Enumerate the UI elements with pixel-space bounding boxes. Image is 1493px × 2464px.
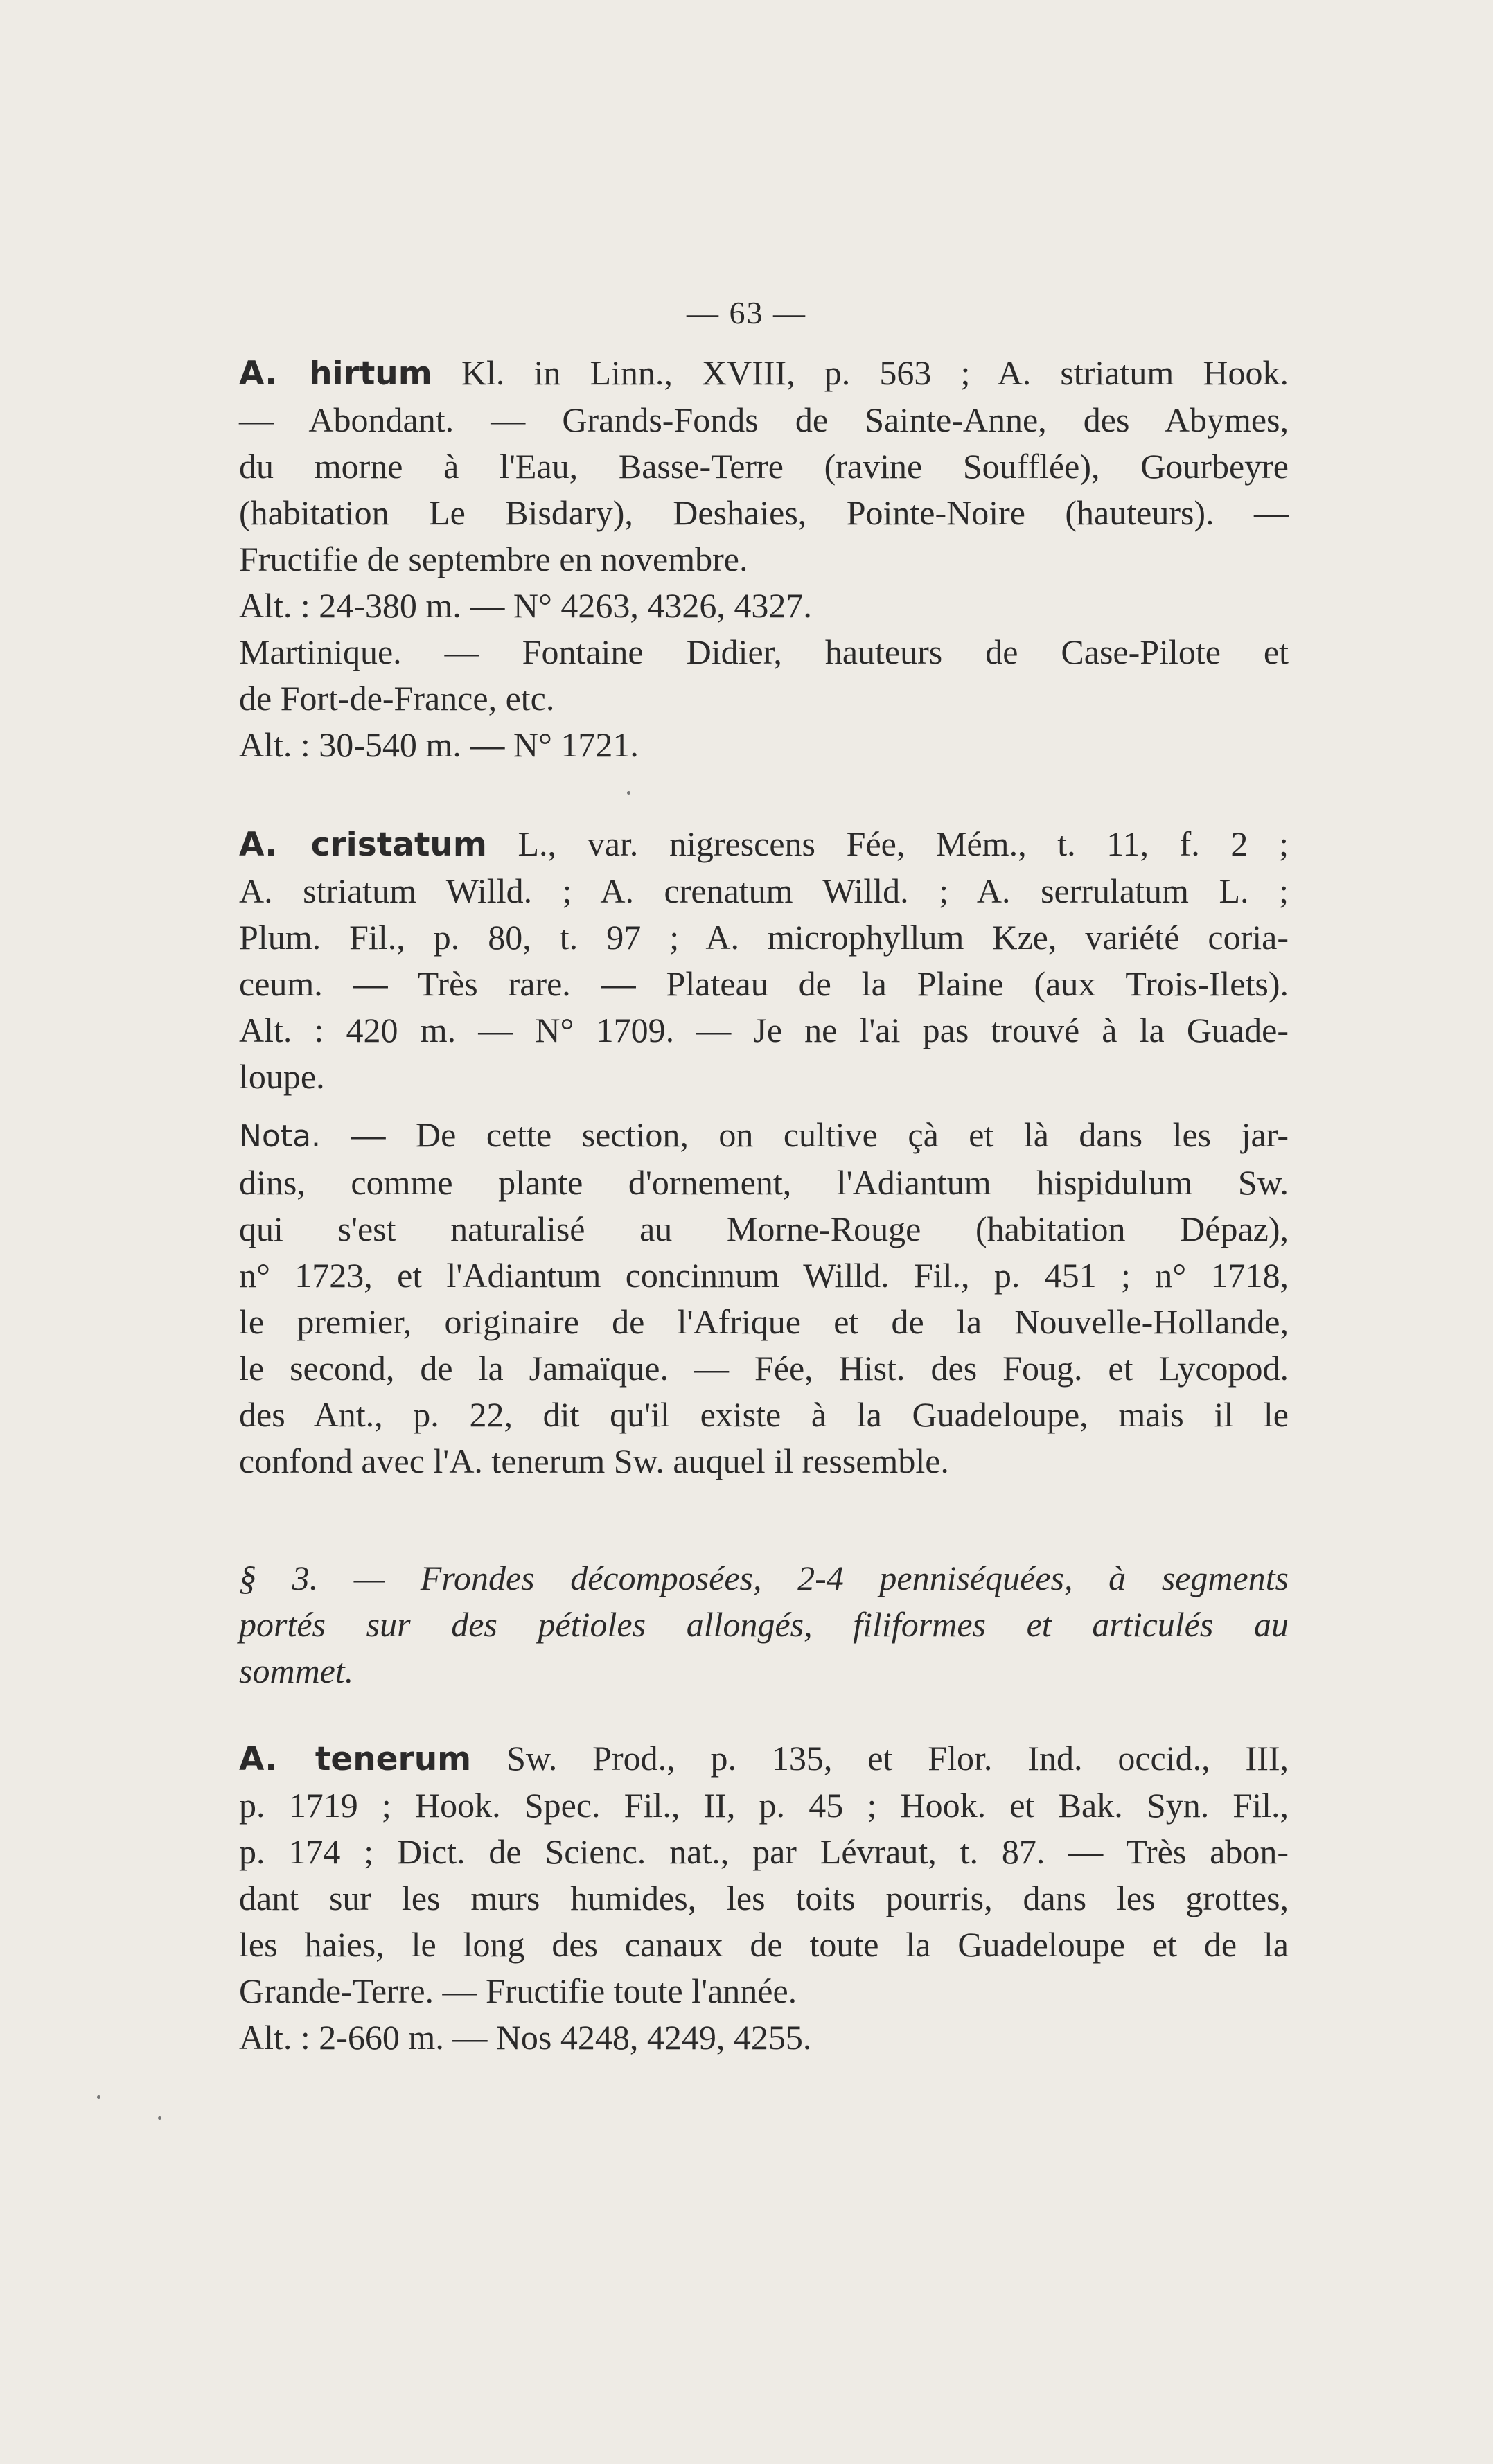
paper-speck [158,2116,161,2120]
entry-line: p. 1719 ; Hook. Spec. Fil., II, p. 45 ; Hook. et Bak. Syn. Fil., [239,1786,1289,1825]
entry-a-cristatum [239,821,1289,1100]
entry-line: loupe. [239,1057,325,1096]
entry-line: Alt. : 30-540 m. — N° 1721. [239,725,639,764]
entry-line: § 3. — Frondes décomposées, 2-4 penniséquées, à segments [239,1559,1289,1597]
entry-line: ceum. — Très rare. — Plateau de la Plaine (aux Trois-Ilets). [239,964,1289,1003]
entry-line: Grande-Terre. — Fructifie toute l'année. [239,1971,797,2010]
entry-line: les haies, le long des canaux de toute la Guadeloupe et de la [239,1925,1289,1964]
entry-line: Alt. : 24-380 m. — N° 4263, 4326, 4327. [239,586,812,625]
entry-line: dant sur les murs humides, les toits pourris, dans les grottes, [239,1879,1289,1917]
entry-line: le premier, originaire de l'Afrique et de la Nouvelle-Hollande, [239,1302,1289,1341]
paper-speck [97,2095,100,2099]
species-name: A. hirtum [239,355,432,393]
entry-line: dins, comme plante d'ornement, l'Adiantum hispidulum Sw. [239,1163,1289,1202]
entry-line: A. hirtum Kl. in Linn., XVIII, p. 563 ; A. striatum Hook. [239,353,1289,393]
entry-line: Nota. — De cette section, on cultive çà et là dans les jar- [239,1115,1289,1154]
entry-line: confond avec l'A. tenerum Sw. auquel il ressemble. [239,1442,949,1480]
entry-line: le second, de la Jamaïque. — Fée, Hist. des Foug. et Lycopod. [239,1349,1289,1388]
entry-line: Martinique. — Fontaine Didier, hauteurs de Case-Pilote et [239,632,1289,671]
entry-line: A. cristatum L., var. nigrescens Fée, Mém., t. 11, f. 2 ; [239,824,1289,864]
entry-a-tenerum [239,1735,1289,2061]
paper-speck [627,791,630,795]
entry-line: qui s'est naturalisé au Morne-Rouge (habitation Dépaz), [239,1209,1289,1248]
entry-line: portés sur des pétioles allongés, filiformes et articulés au [239,1605,1289,1644]
entry-line: Alt. : 420 m. — N° 1709. — Je ne l'ai pas trouvé à la Guade- [239,1011,1289,1049]
page-number: — 63 — [687,295,806,330]
entry-line: — Abondant. — Grands-Fonds de Sainte-Anne, des Abymes, [239,400,1289,439]
entry-line: des Ant., p. 22, dit qu'il existe à la Guadeloupe, mais il le [239,1395,1289,1434]
entry-line: Plum. Fil., p. 80, t. 97 ; A. microphyllum Kze, variété coria- [239,918,1289,957]
entry-line: du morne à l'Eau, Basse-Terre (ravine Soufflée), Gourbeyre [239,447,1289,486]
nota-label: Nota. [239,1119,321,1154]
entry-a-hirtum [239,350,1289,768]
entry-line: (habitation Le Bisdary), Deshaies, Pointe-Noire (hauteurs). — [239,493,1289,532]
nota-paragraph [239,1112,1289,1484]
entry-line: sommet. [239,1651,354,1690]
section-3-heading [239,1555,1289,1694]
species-name: A. tenerum [239,1740,472,1778]
entry-line: n° 1723, et l'Adiantum concinnum Willd. Fil., p. 451 ; n° 1718, [239,1256,1289,1295]
entry-line: p. 174 ; Dict. de Scienc. nat., par Lévraut, t. 87. — Très abon- [239,1832,1289,1871]
entry-line: A. tenerum Sw. Prod., p. 135, et Flor. Ind. occid., III, [239,1739,1289,1778]
entry-line: de Fort-de-France, etc. [239,679,555,718]
entry-line: Alt. : 2-660 m. — Nos 4248, 4249, 4255. [239,2018,812,2057]
entry-line: A. striatum Willd. ; A. crenatum Willd. ; A. serrulatum L. ; [239,871,1289,910]
species-name: A. cristatum [239,826,487,864]
entry-line: Fructifie de septembre en novembre. [239,540,748,578]
